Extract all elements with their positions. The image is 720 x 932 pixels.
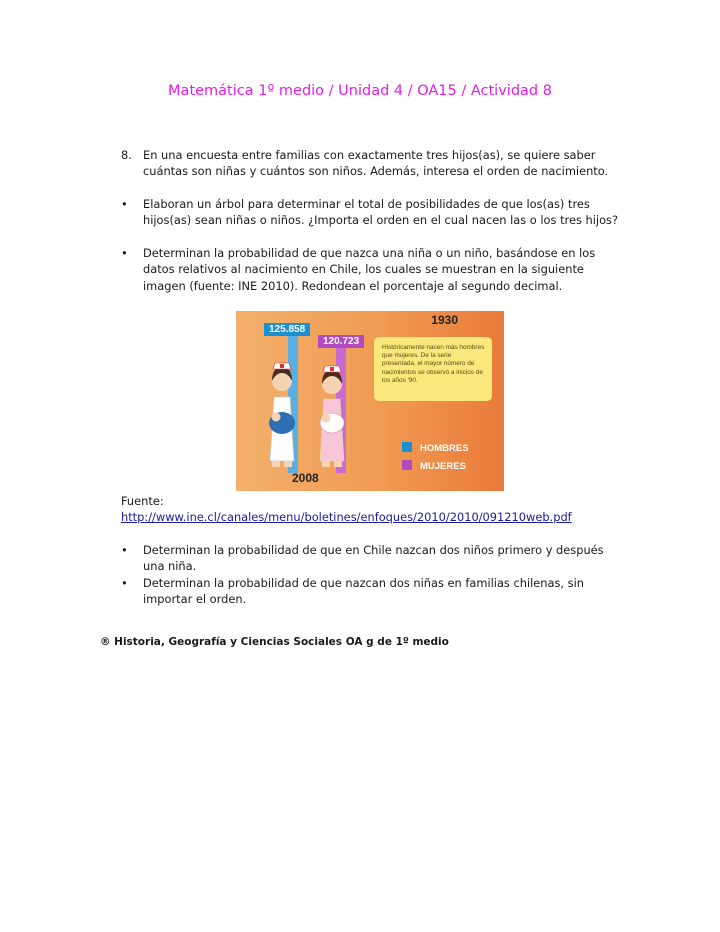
legend-hombres	[402, 442, 469, 454]
bullet: •	[121, 576, 128, 590]
year-2008-label: 2008	[292, 471, 319, 485]
source-block	[121, 493, 572, 526]
hombres-swatch	[402, 442, 412, 452]
item-text: En una encuesta entre familias con exactamente tres hijos(as), se quiere saber cuántas son niñas y cuántos son niños. Además, interesa el orden de nacimiento.	[143, 148, 609, 179]
nurse-girl-illustration	[314, 361, 350, 471]
bullet: •	[121, 246, 128, 260]
bullet: •	[121, 197, 128, 211]
nurse-boy-illustration	[264, 357, 300, 471]
historical-note: Históricamente nacen más hombres que mujeres. De la serie presentada, el mayor número de nacimientos se observó a inicios de los años '90.	[374, 337, 492, 401]
source-label: Fuente:	[121, 494, 164, 508]
list-item	[121, 147, 621, 180]
year-1930-label: 1930	[431, 313, 458, 327]
bullet: •	[121, 543, 128, 557]
list-item	[121, 245, 621, 294]
births-infographic	[236, 311, 504, 491]
item-text: Elaboran un árbol para determinar el total de posibilidades de que los(as) tres hijos(as) sean niñas o niños. ¿Importa el orden en el cual nacen las o los tres hijos?	[143, 197, 619, 228]
source-link[interactable]: http://www.ine.cl/canales/menu/boletines/enfoques/2010/2010/091210web.pdf	[121, 510, 572, 525]
list-item	[121, 196, 621, 229]
item-text: Determinan la probabilidad de que nazca una niña o un niño, basándose en los datos relativos al nacimiento en Chile, los cuales se muestran en la siguiente imagen (fuente: INE 2010). Redondean el porcentaje al segundo decimal.	[143, 246, 596, 293]
hombres-value: 125.858	[264, 323, 310, 336]
list-item	[121, 542, 621, 575]
item-text: Determinan la probabilidad de que nazcan dos niñas en familias chilenas, sin importar el orden.	[143, 576, 584, 607]
list-item	[121, 575, 621, 608]
footer-reference: ® Historia, Geografía y Ciencias Sociales OA g de 1º medio	[100, 636, 449, 648]
mujeres-swatch	[402, 460, 412, 470]
legend-hombres-label: HOMBRES	[420, 443, 469, 454]
item-number: 8.	[121, 148, 132, 162]
mujeres-value: 120.723	[318, 335, 364, 348]
legend-mujeres	[402, 460, 466, 472]
legend-mujeres-label: MUJERES	[420, 461, 466, 472]
item-text: Determinan la probabilidad de que en Chile nazcan dos niños primero y después una niña.	[143, 543, 604, 574]
page-title: Matemática 1º medio / Unidad 4 / OA15 / Actividad 8	[168, 83, 552, 99]
